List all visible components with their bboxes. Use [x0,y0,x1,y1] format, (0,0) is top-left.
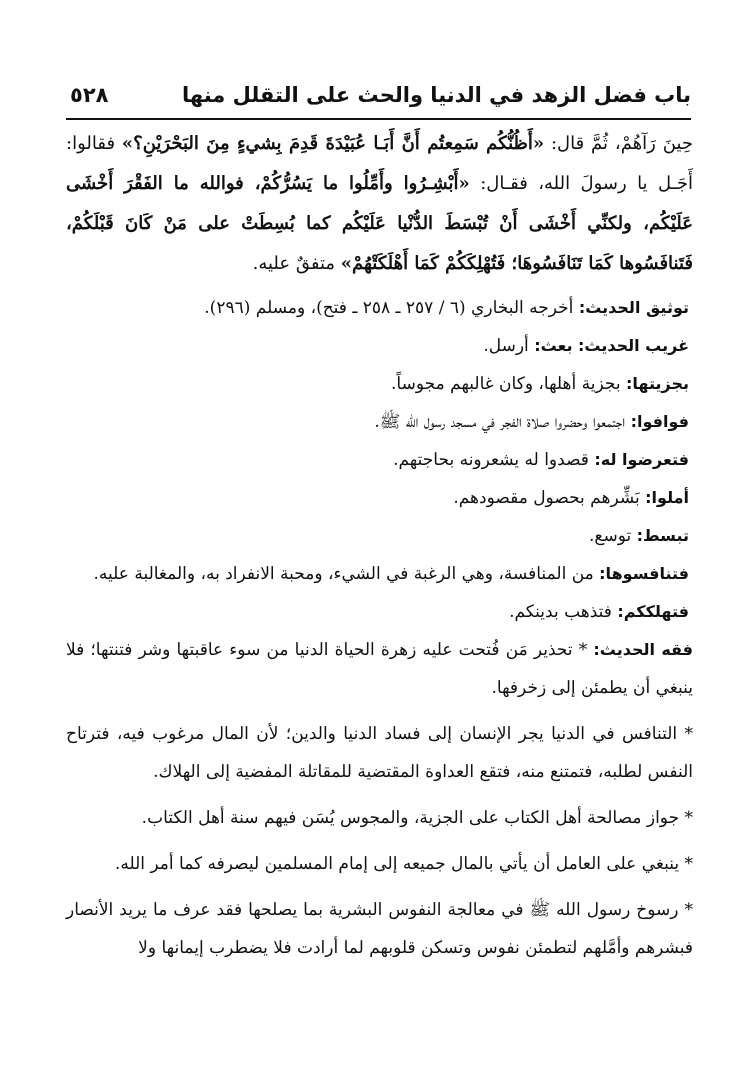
page-header [70,80,691,110]
gharib-label: غريب الحديث: [577,336,689,355]
gharib-term: بعث: [534,336,573,355]
glossary-item [66,441,693,479]
glossary-definition: توسع. [589,526,632,546]
header-divider [66,118,691,120]
hadith-mid: فقالوا: أَجَـل يا رسولَ الله، فقـال: [66,133,693,194]
glossary-definition: قصدوا له يشعرونه بحاجتهم. [393,450,589,470]
glossary-definition: بجزية أهلها، وكان غالبهم مجوساً. [391,374,621,394]
glossary-item [66,479,693,517]
gharib-line [66,327,693,365]
glossary-definition: فتذهب بدينكم. [509,602,612,622]
bullet-mark: * [684,808,693,828]
fiqh-point-text: ينبغي على العامل أن يأتي بالمال جميعه إلى إمام المسلمين ليصرفه كما أمر الله. [114,854,680,874]
fiqh-point [66,891,693,967]
glossary-item [66,555,693,593]
hadith-quote-2: «أَبْشِـرُوا وأَمِّلُوا ما يَسُرُّكُمْ، فوالله ما الفَقْرَ أَخْشَى عَلَيْكُم، ولكنِّي أَخْشَى أَنْ تُبْسَطَ الدُّنْيا عَلَيْكُم كما بُسِطَتْ على مَنْ كَانَ قَبْلَكُمْ، فَتَنافَسُوها كَمَا تَنَافَسُوهَا؛ فَتُهْلِكَكُمْ كَمَا أَهْلَكَتْهُمْ» [66,173,693,274]
fiqh-point-text: رسوخ رسول الله ﷺ في معالجة النفوس البشرية بما يصلحها فقد عرف ما يريد الأنصار فبشرهم وأمَّلهم لتطمئن نفوس وتسكن قلوبهم لما أرادت فلا يضطرب إيمانها ولا [66,900,693,958]
hadith-grading: متفقٌ عليه. [252,253,336,274]
glossary-term: أملوا: [645,488,689,507]
glossary-item [66,517,693,555]
fiqh-point [66,799,693,837]
page-body [66,124,693,967]
glossary-item [66,403,693,441]
hadith-text [66,124,693,284]
bullet-mark: * [684,854,693,874]
fiqh-point [66,845,693,883]
glossary-term: فتنافسوها: [599,564,689,583]
glossary-item [66,365,693,403]
glossary-definition: اجتمعوا وحضروا صلاة الفجر في مسجد رسول الله ﷺ. [374,412,626,432]
takhrij-line [66,289,693,327]
fiqh-point-text: تحذير مَن فُتحت عليه زهرة الحياة الدنيا من سوء عاقبتها وشر فتنتها؛ فلا ينبغي أن يطمئن إلى زخرفها. [66,640,693,698]
glossary-term: فوافوا: [630,412,689,431]
chapter-title: باب فضل الزهد في الدنيا والحث على التقلل منها [181,83,691,107]
fiqh-point-text: التنافس في الدنيا يجر الإنسان إلى فساد الدنيا والدين؛ لأن المال مرغوب فيه، فترتاح النفس لطلبه، فتمتنع منه، فتقع العداوة المقتضية للمقاتلة المفضية إلى الهلاك. [66,724,693,782]
glossary-definition: بَشِّرهم بحصول مقصودهم. [453,488,640,508]
glossary-definition: من المنافسة، وهي الرغبة في الشيء، ومحبة الانفراد به، والمغالبة عليه. [93,564,594,584]
glossary-term: فتهلككم: [617,602,689,621]
gharib-text: أرسل. [483,336,529,356]
hadith-quote-1: «أَظُنُّكُم سَمِعتُم أَنَّ أَبَـا عُبَيْدَةَ قَدِمَ بِشيءٍ مِنَ البَحْرَيْنِ؟» [121,133,545,154]
bullet-mark: * [684,900,693,920]
takhrij-label: توثيق الحديث: [578,298,689,317]
glossary-item [66,593,693,631]
takhrij-text: أخرجه البخاري (٦ / ٢٥٧ ـ ٢٥٨ ـ فتح)، ومسلم (٢٩٦). [204,298,574,318]
fiqh-label: فقه الحديث: [593,640,694,659]
fiqh-point [66,715,693,791]
hadith-intro: حِينَ رَآهُمْ، ثُمَّ قال: [550,133,693,154]
glossary-term: تبسط: [636,526,689,545]
bullet-mark: * [684,724,694,744]
bullet-mark: * [578,640,588,660]
fiqh-first-point [66,631,693,707]
glossary-term: بجزيتها: [626,374,689,393]
fiqh-point-text: جواز مصالحة أهل الكتاب على الجزية، والمجوس يُسَن فيهم سنة أهل الكتاب. [141,808,680,828]
page-number: ٥٢٨ [70,83,109,107]
glossary-term: فتعرضوا له: [594,450,689,469]
